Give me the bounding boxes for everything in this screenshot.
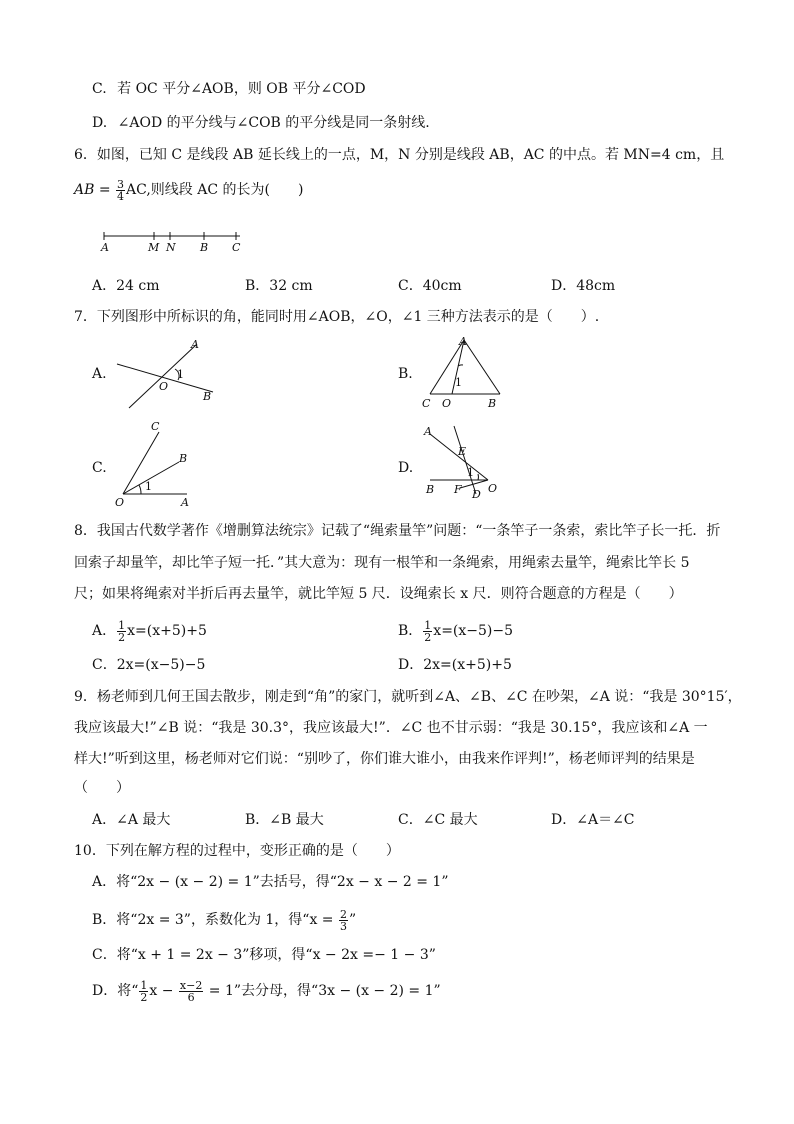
point-label: A (459, 335, 467, 348)
point-label: B (426, 483, 435, 496)
q9-stem-line4: （ ） (74, 780, 130, 796)
point-label: B (179, 452, 188, 465)
q7-figure-c (115, 418, 205, 508)
q7-option-b-label[interactable]: B. (398, 366, 413, 382)
point-label: D (472, 488, 481, 501)
q8-option-b[interactable]: B． $\frac{1}{2}$ x=(x−5)−5 (398, 618, 514, 644)
q6-fraction: $\frac{3}{4}$ (117, 177, 125, 203)
q6-option-d[interactable]: D．48cm (551, 278, 616, 294)
q7-option-c-label[interactable]: C. (92, 460, 107, 476)
point-label: M (148, 241, 160, 254)
point-label: A (191, 338, 199, 351)
point-label: O (159, 380, 169, 393)
q7-option-d-label[interactable]: D. (398, 460, 414, 476)
q9-option-c[interactable]: C．∠C 最大 (398, 812, 478, 828)
q6-option-a[interactable]: A．24 cm (92, 278, 160, 294)
point-label: A (101, 241, 109, 254)
q8-stem-line3: 尺；如果将绳索对半折后再去量竿，就比竿短 5 尺．设绳索长 x 尺．则符合题意的方程是（ ） (74, 586, 683, 602)
q10-option-b[interactable]: B．将“2x = 3”，系数化为 1，得“x = $\frac{2}{3}$ ” (92, 907, 357, 933)
point-label: C (151, 420, 160, 433)
point-label: O (488, 482, 498, 495)
q9-option-b[interactable]: B．∠B 最大 (245, 812, 324, 828)
angle-label: 1 (467, 466, 474, 479)
q8-option-d[interactable]: D．2x=(x+5)+5 (398, 657, 512, 673)
q10-stem: 10．下列在解方程的过程中，变形正确的是（ ） (74, 843, 400, 859)
point-label: C (422, 397, 431, 410)
point-label: B (488, 397, 497, 410)
q7-figure-b (418, 334, 518, 414)
point-label: B (200, 241, 209, 254)
q8-option-c[interactable]: C．2x=(x−5)−5 (92, 657, 206, 673)
q6-option-b[interactable]: B．32 cm (245, 278, 313, 294)
q9-option-a[interactable]: A．∠A 最大 (92, 812, 171, 828)
point-label: F (454, 483, 462, 496)
q9-option-d[interactable]: D．∠A＝∠C (551, 812, 635, 828)
q6-stem-line2: AB = $\frac{3}{4}$ AC,则线段 AC 的长为( ) (74, 177, 304, 203)
q8-stem-line2: 回索子却量竿，却比竿子短一托．”其大意为：现有一根竿和一条绳索，用绳索去量竿，绳索比竿长 5 (74, 555, 690, 571)
q7-figure-a (115, 336, 225, 416)
point-label: A (181, 496, 189, 509)
q9-stem-line2: 我应该最大!”∠B 说：“我是 30.3°，我应该最大!”．∠C 也不甘示弱：“我是 30.15°，我应该和∠A 一 (74, 720, 708, 736)
q8-stem-line1: 8．我国古代数学著作《增删算法统宗》记载了“绳索量竿”问题：“一条竿子一条索，索比竿子长一托．折 (74, 523, 721, 539)
q8-option-a[interactable]: A． $\frac{1}{2}$ x=(x+5)+5 (92, 618, 207, 644)
point-label: O (115, 496, 125, 509)
q6-stem-line1: 6．如图，已知 C 是线段 AB 延长线上的一点，M，N 分别是线段 AB，AC 的中点。若 MN=4 cm，且 (74, 147, 725, 163)
angle-label: 1 (177, 368, 184, 381)
point-label: C (232, 241, 241, 254)
point-label: O (442, 397, 452, 410)
q5-option-c: C. 若 OC 平分∠AOB，则 OB 平分∠COD (92, 81, 366, 97)
point-label: E (458, 445, 467, 458)
point-label: A (424, 425, 432, 438)
q9-stem-line1: 9．杨老师到几何王国去散步，刚走到“角”的家门，就听到∠A、∠B、∠C 在吵架，∠A 说：“我是 30°15′， (74, 689, 742, 705)
q7-stem: 7．下列图形中所标识的角，能同时用∠AOB，∠O，∠1 三种方法表示的是（ ）. (74, 309, 600, 325)
q6-option-c[interactable]: C．40cm (398, 278, 462, 294)
q9-stem-line3: 样大!”听到这里，杨老师对它们说：“别吵了，你们谁大谁小，由我来作评判!”，杨老师评判的结果是 (74, 751, 695, 767)
point-label: N (166, 241, 176, 254)
q7-option-a-label[interactable]: A. (92, 366, 107, 382)
q10-option-c[interactable]: C．将“x + 1 = 2x − 3”移项，得“x − 2x =− 1 − 3” (92, 947, 436, 963)
point-label: B (203, 390, 212, 403)
angle-label: 1 (145, 480, 152, 493)
q10-option-d[interactable]: D．将“ $\frac{1}{2}$ x − $\frac{x-2}{6}$ = 1”去分母，得“3x − (x − 2) = 1” (92, 978, 441, 1004)
angle-label: 1 (455, 376, 462, 389)
q5-option-d: D. ∠AOD 的平分线与∠COB 的平分线是同一条射线. (92, 115, 430, 131)
q7-figure-d (420, 418, 520, 508)
q10-option-a[interactable]: A．将“2x − (x − 2) = 1”去括号，得“2x − x − 2 = 1” (92, 874, 449, 890)
q6-segment-figure (100, 228, 250, 252)
